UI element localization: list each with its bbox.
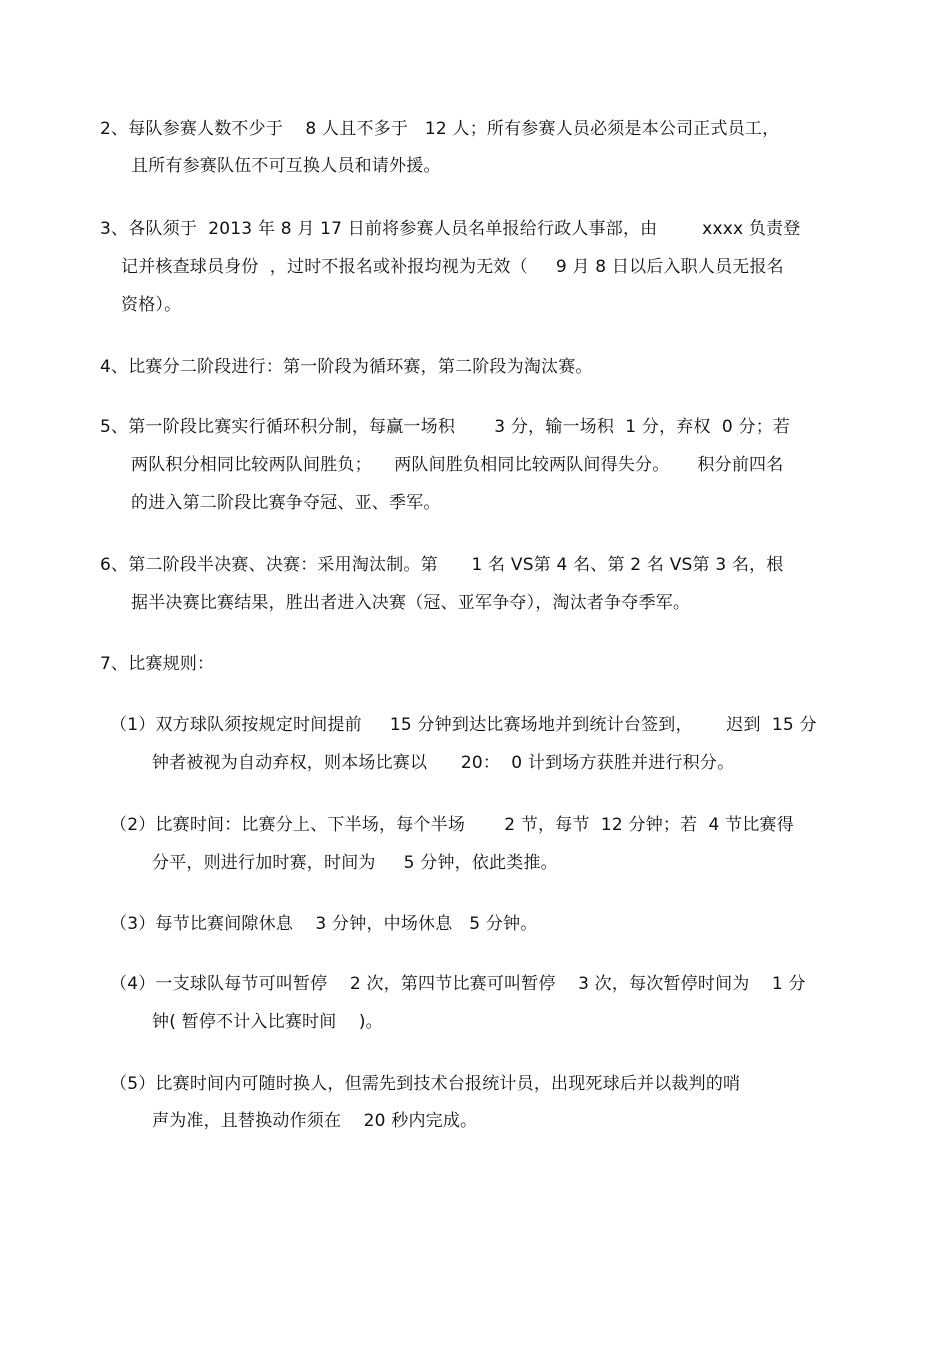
rule-2-line-2: 且所有参赛队伍不可互换人员和请外援。	[131, 156, 441, 176]
rule-7-5-line-2: 声为准，且替换动作须在 20 秒内完成。	[152, 1111, 478, 1131]
rule-7-4-line-2: 钟( 暂停不计入比赛时间 )。	[152, 1012, 383, 1032]
rule-4-line-1: 4、比赛分二阶段进行：第一阶段为循环赛，第二阶段为淘汰赛。	[100, 357, 593, 377]
rule-7-1-line-1: （1）双方球队须按规定时间提前 15 分钟到达比赛场地并到统计台签到， 迟到 15 分	[110, 715, 817, 735]
rule-7-3-line-1: （3）每节比赛间隙休息 3 分钟，中场休息 5 分钟。	[110, 914, 538, 934]
rule-7-2-line-2: 分平，则进行加时赛，时间为 5 分钟，依此类推。	[152, 853, 558, 873]
rule-7-heading: 7、比赛规则：	[100, 654, 215, 674]
rule-6-line-1: 6、第二阶段半决赛、决赛：采用淘汰制。第 1 名 VS第 4 名、第 2 名 VS第 3 名，根	[100, 555, 784, 575]
rule-5-line-2: 两队积分相同比较两队间胜负； 两队间胜负相同比较两队间得失分。 积分前四名	[131, 455, 784, 475]
rule-3-line-1: 3、各队须于 2013 年 8 月 17 日前将参赛人员名单报给行政人事部，由 xxxx 负责登	[100, 219, 801, 239]
rule-3-line-2: 记并核查球员身份 ，过时不报名或补报均视为无效（ 9 月 8 日以后入职人员无报名	[121, 257, 784, 277]
rule-7-2-line-1: （2）比赛时间：比赛分上、下半场，每个半场 2 节，每节 12 分钟；若 4 节比赛得	[110, 815, 794, 835]
rule-3-line-3: 资格）。	[121, 295, 182, 315]
rule-7-5-line-1: （5）比赛时间内可随时换人，但需先到技术台报统计员，出现死球后并以裁判的哨	[110, 1074, 741, 1094]
rule-5-line-1: 5、第一阶段比赛实行循环积分制，每赢一场积 3 分，输一场积 1 分，弃权 0 分；若	[100, 417, 791, 437]
rule-2-line-1: 2、每队参赛人数不少于 8 人且不多于 12 人；所有参赛人员必须是本公司正式员工，	[100, 119, 780, 139]
rule-5-line-3: 的进入第二阶段比赛争夺冠、亚、季军。	[131, 493, 441, 513]
rule-7-1-line-2: 钟者被视为自动弃权，则本场比赛以 20： 0 计到场方获胜并进行积分。	[152, 753, 735, 773]
rule-7-4-line-1: （4）一支球队每节可叫暂停 2 次，第四节比赛可叫暂停 3 次，每次暂停时间为 1 分	[110, 974, 806, 994]
rule-6-line-2: 据半决赛比赛结果，胜出者进入决赛（冠、亚军争夺），淘汰者争夺季军。	[131, 593, 691, 613]
